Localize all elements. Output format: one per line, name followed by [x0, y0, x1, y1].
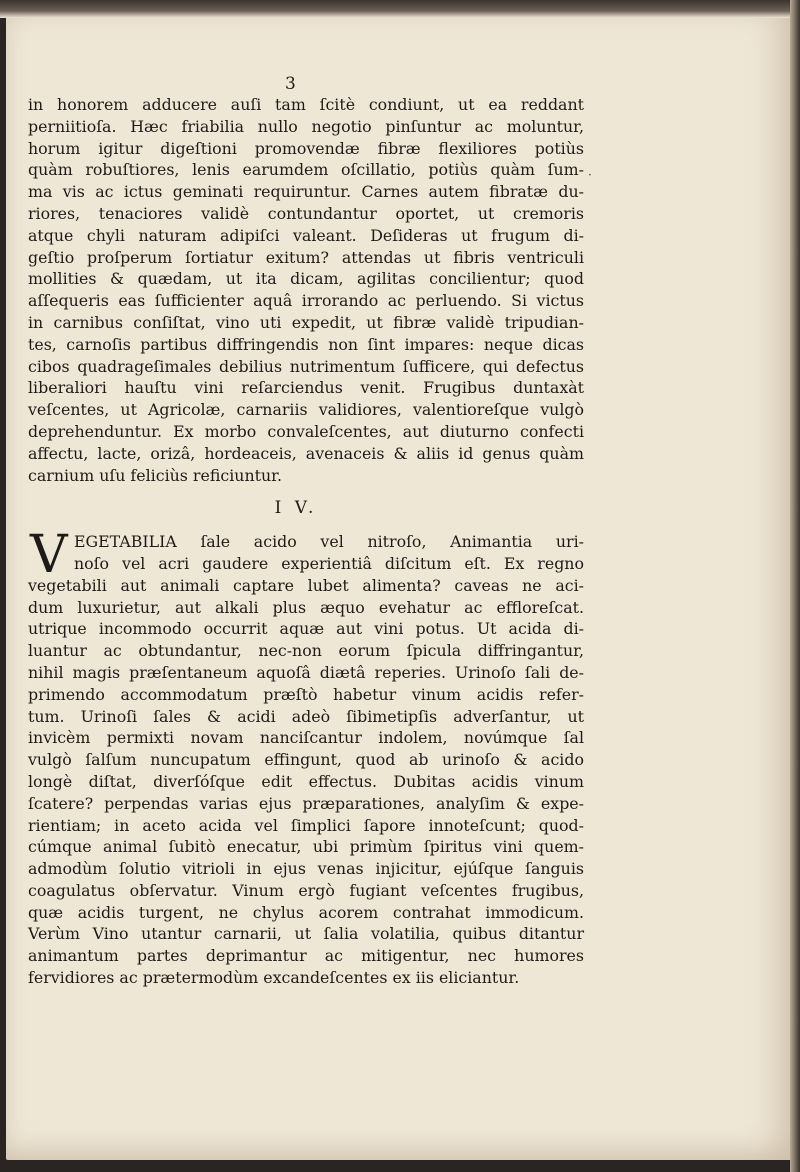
- text-line: in carnibus conſiſtat, vino uti expedit, ut fibræ validè tripudian-: [28, 312, 584, 332]
- text-line: mollities & quædam, ut ita dicam, agilitas concilientur; quod: [28, 269, 584, 289]
- text-line: utrique incommodo occurrit aquæ aut vini potus. Ut acida di-: [28, 619, 584, 639]
- text-line: EGETABILIA ſale acido vel nitroſo, Animantia uri-: [74, 532, 584, 552]
- text-line: ſcatere? perpendas varias ejus præparationes, analyſim & expe-: [28, 793, 584, 813]
- text-line: Verùm Vino utantur carnarii, ut ſalia volatilia, quibus ditantur: [28, 924, 584, 944]
- paragraph-1: [28, 94, 584, 486]
- text-line: aſſequeris eas ſufficienter aquâ irrorando ac perluendo. Si victus: [28, 291, 584, 311]
- drop-capital: V: [30, 525, 68, 586]
- page-right-edge: [790, 0, 800, 1172]
- text-line: luantur ac obtundantur, nec-non eorum ſpicula diffringantur,: [28, 641, 584, 661]
- text-line: horum igitur digeſtioni promovendæ fibræ flexiliores potiùs: [28, 138, 584, 158]
- text-line: quàm robuſtiores, lenis earumdem oſcillatio, potiùs quàm ſum-: [28, 160, 584, 180]
- text-line: geſtio proſperum ſortiatur exitum? attendas ut fibris ventriculi: [28, 247, 584, 267]
- text-line: ma vis ac ictus geminati requiruntur. Carnes autem fibratæ du-: [28, 182, 584, 202]
- text-line: in honorem adducere auſi tam ſcitè condiunt, ut ea reddant: [28, 95, 584, 114]
- text-line: cibos quadrageſimales debilius nutrimentum ſufficere, qui defectus: [28, 356, 584, 376]
- page-number: 3: [285, 74, 296, 94]
- text-line: coagulatus obſervatur. Vinum ergò fugiant veſcentes frugibus,: [28, 880, 584, 900]
- text-line: cúmque animal ſubitò enecatur, ubi primùm ſpiritus vini quem-: [28, 837, 584, 857]
- text-line: carnium uſu feliciùs reficiuntur.: [28, 465, 282, 485]
- text-line: liberaliori hauſtu vini reſarciendus venit. Frugibus duntaxàt: [28, 378, 584, 398]
- text-line: quæ acidis turgent, ne chylus acorem contrahat immodicum.: [28, 902, 584, 922]
- text-line: deprehenduntur. Ex morbo convaleſcentes, aut diuturno confecti: [28, 421, 584, 441]
- text-line: atque chyli naturam adipiſci valeant. Deſideras ut frugum di-: [28, 225, 584, 245]
- text-line: perniitioſa. Hæc friabilia nullo negotio pinſuntur ac moluntur,: [28, 116, 584, 136]
- section-heading: I V.: [274, 498, 318, 519]
- text-line: nihil magis præſentaneum aquoſâ diætâ reperies. Urinoſo ſali de-: [28, 662, 584, 682]
- binding-top-edge: [0, 0, 800, 18]
- text-line: animantum partes deprimantur ac mitigentur, nec humores: [28, 946, 584, 966]
- paragraph-2: [28, 575, 584, 989]
- page-text: [28, 94, 584, 989]
- text-line: dum luxurietur, aut alkali plus æquo evehatur ac effloreſcat.: [28, 597, 584, 617]
- text-line: tum. Urinoſi ſales & acidi adeò ſibimetipſis adverſantur, ut: [28, 706, 584, 726]
- text-line: riores, tenaciores validè contundantur oportet, ut cremoris: [28, 203, 584, 223]
- text-line: invicèm permixti novam nanciſcantur indolem, novúmque ſal: [28, 728, 584, 748]
- text-line: primendo accommodatum præſtò habetur vinum acidis refer-: [28, 684, 584, 704]
- text-line: affectu, lacte, orizâ, hordeaceis, avenaceis & aliis id genus quàm: [28, 443, 584, 463]
- text-line: fervidiores ac prætermodùm excandeſcentes ex iis eliciantur.: [28, 968, 520, 988]
- text-line: vulgò ſalſum nuncupatum effingunt, quod ab urinoſo & acido: [28, 750, 584, 770]
- text-line: tes, carnoſis partibus diffringendis non ſint impares: neque dicas: [28, 334, 584, 354]
- margin-mark: ·: [588, 168, 592, 182]
- text-line: veſcentes, ut Agricolæ, carnariis validiores, valentioreſque vulgò: [28, 400, 584, 420]
- text-line: vegetabili aut animali captare lubet alimenta? caveas ne aci-: [28, 575, 584, 595]
- text-line: admodùm ſolutio vitrioli in ejus venas injicitur, ejúſque ſanguis: [28, 859, 584, 879]
- text-line: noſo vel acri gaudere experientiâ diſcitum eſt. Ex regno: [74, 553, 584, 573]
- text-line: longè diſtat, diverſóſque edit effectus. Dubitas acidis vinum: [28, 771, 584, 791]
- text-line: rientiam; in aceto acida vel ſimplici ſapore innoteſcunt; quod-: [28, 815, 584, 835]
